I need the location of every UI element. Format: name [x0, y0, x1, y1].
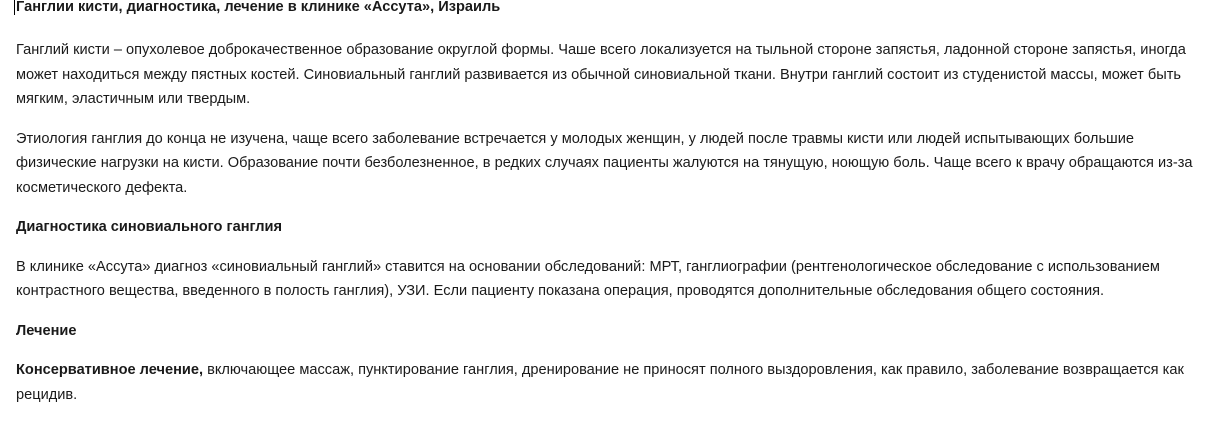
document-body: [16, 0, 1196, 407]
heading-treatment: Лечение: [16, 322, 77, 339]
text-cursor: [14, 0, 15, 15]
conservative-treatment-label: Консервативное лечение,: [16, 362, 204, 378]
conservative-treatment-text: включающее массаж, пунктирование ганглия, дренирование не приносят полного выздоровления, как правило, заболевание возвращается как рецидив.: [16, 362, 1184, 403]
paragraph-diagnostics: В клинике «Ассута» диагноз «синовиальный ганглий» ставится на основании обследований: МРТ, ганглиографии (рентгенологическое обследование с использованием контрастного вещества, введенного в полость ганглия), УЗИ. Если пациенту показана операция, проводятся дополнительные обследования общего состояния.: [16, 258, 1160, 299]
heading-diagnostics: Диагностика синовиального ганглия: [16, 219, 282, 235]
paragraph-definition: Ганглий кисти – опухолевое доброкачественное образование округлой формы. Чаше всего локализуется на тыльной стороне запястья, ладонной стороне запястья, иногда может находиться между пястных костей. Синовиальный ганглий развивается из обычной синовиальной ткани. Внутри ганглий состоит из студенистой массы, может быть мягким, эластичным или твердым.: [16, 42, 1186, 107]
document-title-text: Ганглии кисти, диагностика, лечение в клинике «Ассута», Израиль: [16, 0, 501, 15]
document-title: [16, 0, 1196, 15]
paragraph-conservative-treatment: [16, 358, 1196, 407]
paragraph-etiology: Этиология ганглия до конца не изучена, чаще всего заболевание встречается у молодых женщин, у людей после травмы кисти или людей испытывающих большие физические нагрузки на кисти. Образование почти безболезненное, в редких случаях пациенты жалуются на тянущую, ноющую боль. Чаще всего к врачу обращаются из-за косметического дефекта.: [16, 130, 1193, 196]
